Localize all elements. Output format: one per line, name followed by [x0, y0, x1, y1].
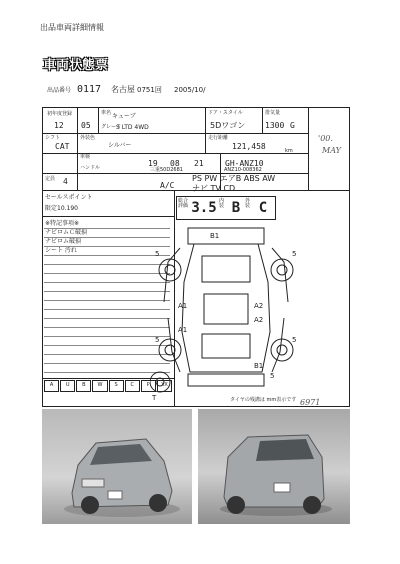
handwritten-note-month: MAY [322, 146, 341, 155]
grade-label: グレード [101, 124, 122, 130]
plate-number: 三重50D2681 [150, 167, 183, 173]
damage-mark: B1 [254, 362, 264, 370]
remarks-line: ナビロム破損 [45, 238, 82, 245]
handwritten-note-year: '00. [318, 134, 333, 143]
transmission: CAT [55, 142, 70, 151]
trans-label: シフト [45, 135, 61, 141]
legend-item: XX [157, 380, 172, 392]
legend-item: C [125, 380, 140, 392]
mileage: 121,458 [232, 142, 266, 151]
remarks-heading: ※特記事項※ [45, 220, 80, 227]
chassis-number: ANZ10-008362 [224, 167, 262, 173]
auction-date: 2005/10/ [174, 86, 206, 94]
tire-depth-mark: 5 [292, 250, 297, 258]
first-registration-year: 12 [54, 121, 64, 130]
displacement: 1300 [265, 121, 285, 130]
hood-panel [202, 256, 250, 282]
remarks-line: シート 汚れ [45, 247, 77, 254]
car-damage-diagram [150, 222, 302, 400]
overall-score-label: 総合評価 [178, 198, 189, 209]
fuel-type: G [290, 121, 295, 130]
legend-item: A [44, 380, 59, 392]
tire-rear-right [271, 339, 293, 361]
tire-depth-note: タイヤの残溝は mm表示です [230, 397, 297, 403]
car-front-image [42, 409, 192, 524]
doors-label: ドア・スタイル [208, 110, 243, 116]
legend-item: B [76, 380, 91, 392]
car-grade: S LTD 4WD [116, 124, 149, 131]
tire-depth-mark: 5 [155, 250, 160, 258]
legend-item: P [141, 380, 156, 392]
seat-count: 4 [63, 177, 68, 186]
model-code: GH-ANZ10 [225, 159, 264, 168]
lot-label: 出品番号 [47, 87, 72, 94]
spare-tire [150, 372, 170, 392]
sales-point-text: 限定10.190 [45, 205, 78, 212]
interior-score-label: 内装 [219, 198, 225, 209]
mileage-label: 走行距離 [208, 135, 229, 141]
front-photo [42, 409, 192, 524]
interior-score: B [231, 200, 241, 216]
damage-mark: A1 [178, 302, 188, 310]
air-conditioner: A/C [160, 181, 175, 190]
inspection-label: 車検 [80, 154, 91, 160]
equipment-line-2: ナビ TV CD [192, 184, 236, 193]
venue: 名古屋 [111, 85, 135, 94]
tire-front-right [271, 259, 293, 281]
handwritten-note-number: 6971 [300, 398, 321, 407]
tire-depth-mark: 5 [270, 372, 275, 380]
roof-panel [204, 294, 248, 324]
overall-score: 3.5 [191, 200, 217, 216]
color-label: 外装色 [80, 135, 96, 141]
year-label: 初年度登録 [47, 111, 73, 117]
tire-depth-mark: 5 [292, 336, 297, 344]
sheet-banner: 車両状態票 [43, 58, 109, 73]
body-color: シルバー [108, 142, 132, 149]
inspection-year: 19 [148, 159, 158, 168]
mileage-unit: km [285, 148, 293, 154]
remarks-line: ナビロムＣ破損 [45, 229, 88, 236]
trunk-panel [202, 334, 250, 358]
lot-number: 0117 [77, 84, 102, 95]
damage-mark: A2 [254, 316, 264, 324]
damage-mark: A1 [178, 326, 188, 334]
equipment-line-1: PS PW エアB ABS AW [192, 174, 276, 183]
tire-depth-mark: 5 [155, 336, 160, 344]
damage-mark: B1 [210, 232, 220, 240]
rear-bumper [188, 374, 264, 386]
tire-front-left [159, 259, 181, 281]
legend-item: W [92, 380, 107, 392]
exterior-score-label: 外装 [245, 198, 251, 209]
door-style: 5Dワゴン [210, 121, 246, 130]
front-bumper [188, 228, 264, 244]
car-name: キューブ [112, 113, 136, 120]
tire-rear-left [159, 339, 181, 361]
session: 0751回 [137, 86, 162, 94]
damage-mark: T [152, 394, 157, 400]
legend-item: S [109, 380, 124, 392]
exterior-score: C [258, 200, 268, 216]
handle-label: ハンドル [80, 165, 101, 171]
legend-item: U [60, 380, 75, 392]
seats-label: 定員 [45, 176, 56, 182]
page-title: 出品車両詳細情報 [40, 23, 104, 32]
inspection-month: 08 [170, 159, 180, 168]
damage-mark: A2 [254, 302, 264, 310]
first-registration-month: 05 [81, 121, 91, 130]
rear-photo [198, 409, 350, 524]
sales-point-label: セールスポイント [45, 194, 93, 201]
inspection-day: 21 [194, 159, 204, 168]
name-label: 車名 [101, 110, 112, 116]
car-rear-image [198, 409, 350, 524]
displacement-label: 排気量 [265, 110, 281, 116]
